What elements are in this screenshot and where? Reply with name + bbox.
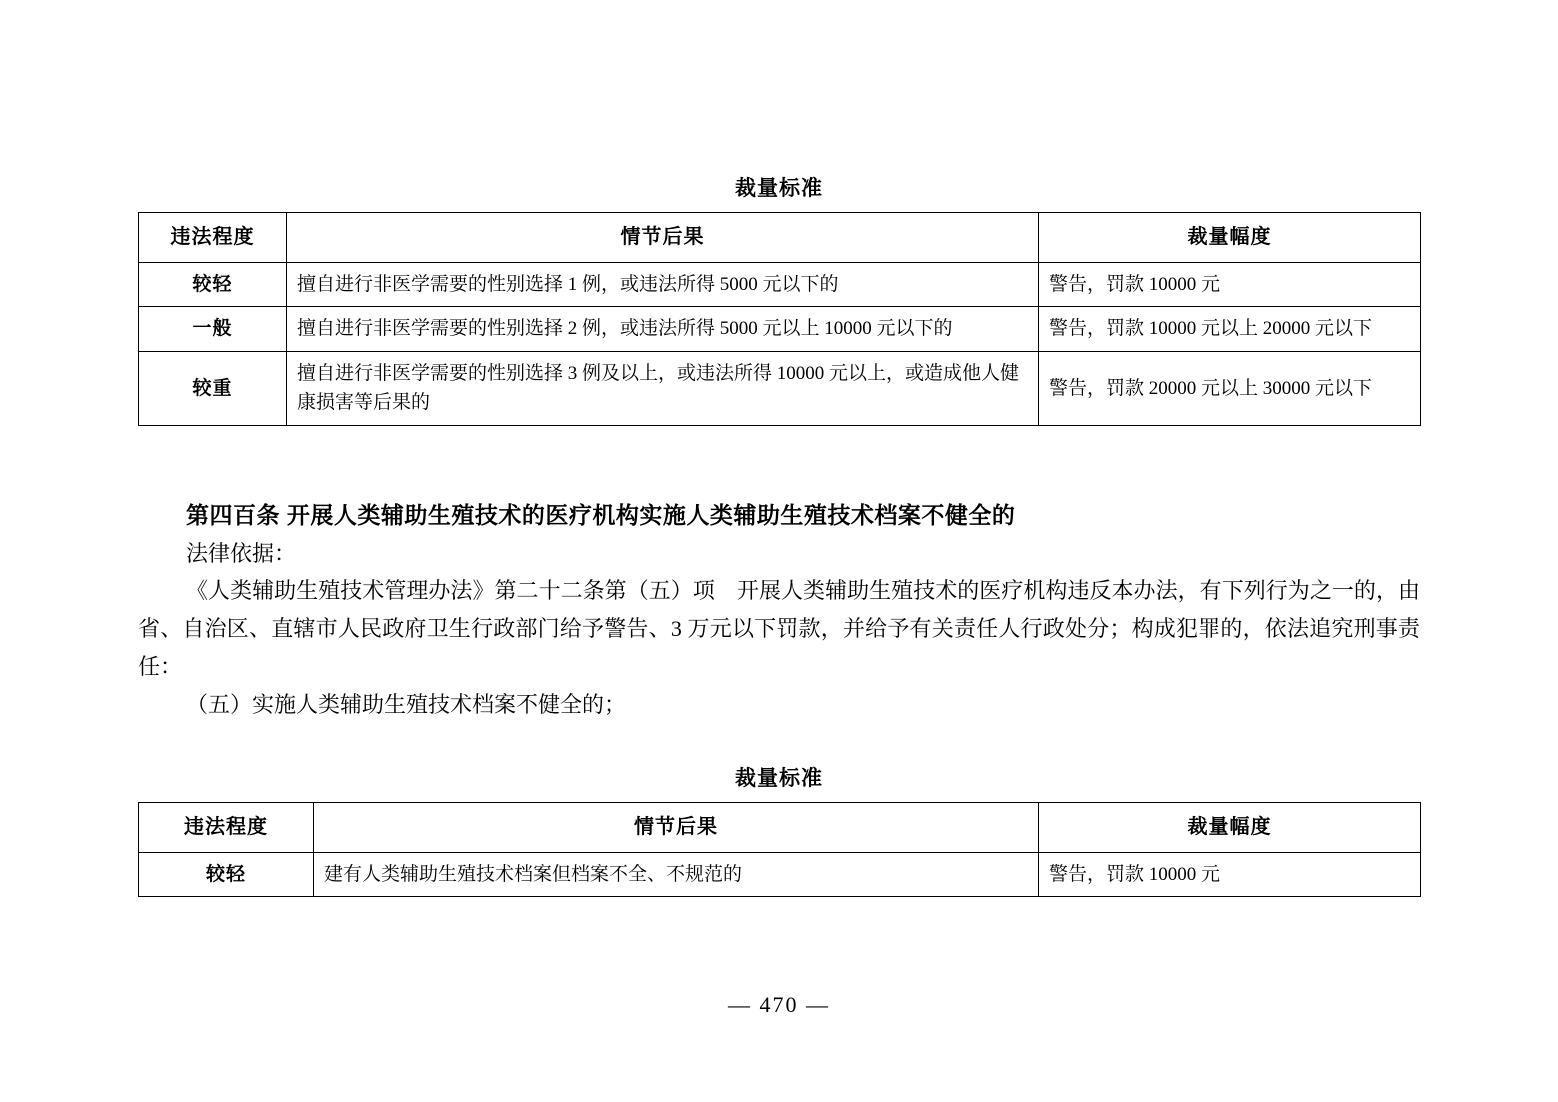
- column-header-violation-level: 违法程度: [139, 803, 314, 853]
- cell-circumstance: 建有人类辅助生殖技术档案但档案不全、不规范的: [314, 853, 1039, 897]
- table-header-row: [139, 803, 1421, 853]
- discretion-standard-table-2: [138, 802, 1421, 897]
- table-header-row: [139, 213, 1421, 263]
- discretion-standard-block-1: [138, 172, 1420, 426]
- column-header-discretion-range: 裁量幅度: [1039, 803, 1421, 853]
- article-title: 第四百条 开展人类辅助生殖技术的医疗机构实施人类辅助生殖技术档案不健全的: [186, 502, 1016, 528]
- legal-basis-text: 《人类辅助生殖技术管理办法》第二十二条第（五）项 开展人类辅助生殖技术的医疗机构违反本办法，有下列行为之一的，由省、自治区、直辖市人民政府卫生行政部门给予警告、3 万元以下罚款，并给予有关责任人行政处分；构成犯罪的，依法追究刑事责任：: [138, 578, 1420, 680]
- cell-discretion-range: 警告，罚款 10000 元以上 20000 元以下: [1039, 307, 1421, 351]
- page-number: — 470 —: [728, 992, 830, 1017]
- table-row: [139, 263, 1421, 307]
- table-row: [139, 853, 1421, 897]
- legal-basis-item: （五）实施人类辅助生殖技术档案不健全的；: [186, 691, 627, 717]
- table-caption-1: 裁量标准: [735, 177, 823, 200]
- table-caption-2: 裁量标准: [735, 767, 823, 790]
- table-row: [139, 351, 1421, 425]
- cell-violation-level: 一般: [139, 307, 287, 351]
- cell-circumstance: 擅自进行非医学需要的性别选择 2 例，或违法所得 5000 元以上 10000 元以下的: [287, 307, 1039, 351]
- column-header-circumstance: 情节后果: [314, 803, 1039, 853]
- cell-circumstance: 擅自进行非医学需要的性别选择 1 例，或违法所得 5000 元以下的: [287, 263, 1039, 307]
- cell-violation-level: 较轻: [139, 853, 314, 897]
- column-header-circumstance: 情节后果: [287, 213, 1039, 263]
- cell-discretion-range: 警告，罚款 10000 元: [1039, 263, 1421, 307]
- cell-discretion-range: 警告，罚款 20000 元以上 30000 元以下: [1039, 351, 1421, 425]
- cell-violation-level: 较重: [139, 351, 287, 425]
- legal-basis-label: 法律依据：: [186, 541, 297, 567]
- article-block: [138, 496, 1420, 724]
- discretion-standard-block-2: [138, 762, 1420, 897]
- cell-circumstance: 擅自进行非医学需要的性别选择 3 例及以上，或违法所得 10000 元以上，或造成他人健康损害等后果的: [287, 351, 1039, 425]
- table-row: [139, 307, 1421, 351]
- cell-violation-level: 较轻: [139, 263, 287, 307]
- cell-discretion-range: 警告，罚款 10000 元: [1039, 853, 1421, 897]
- column-header-discretion-range: 裁量幅度: [1039, 213, 1421, 263]
- discretion-standard-table-1: [138, 212, 1421, 426]
- column-header-violation-level: 违法程度: [139, 213, 287, 263]
